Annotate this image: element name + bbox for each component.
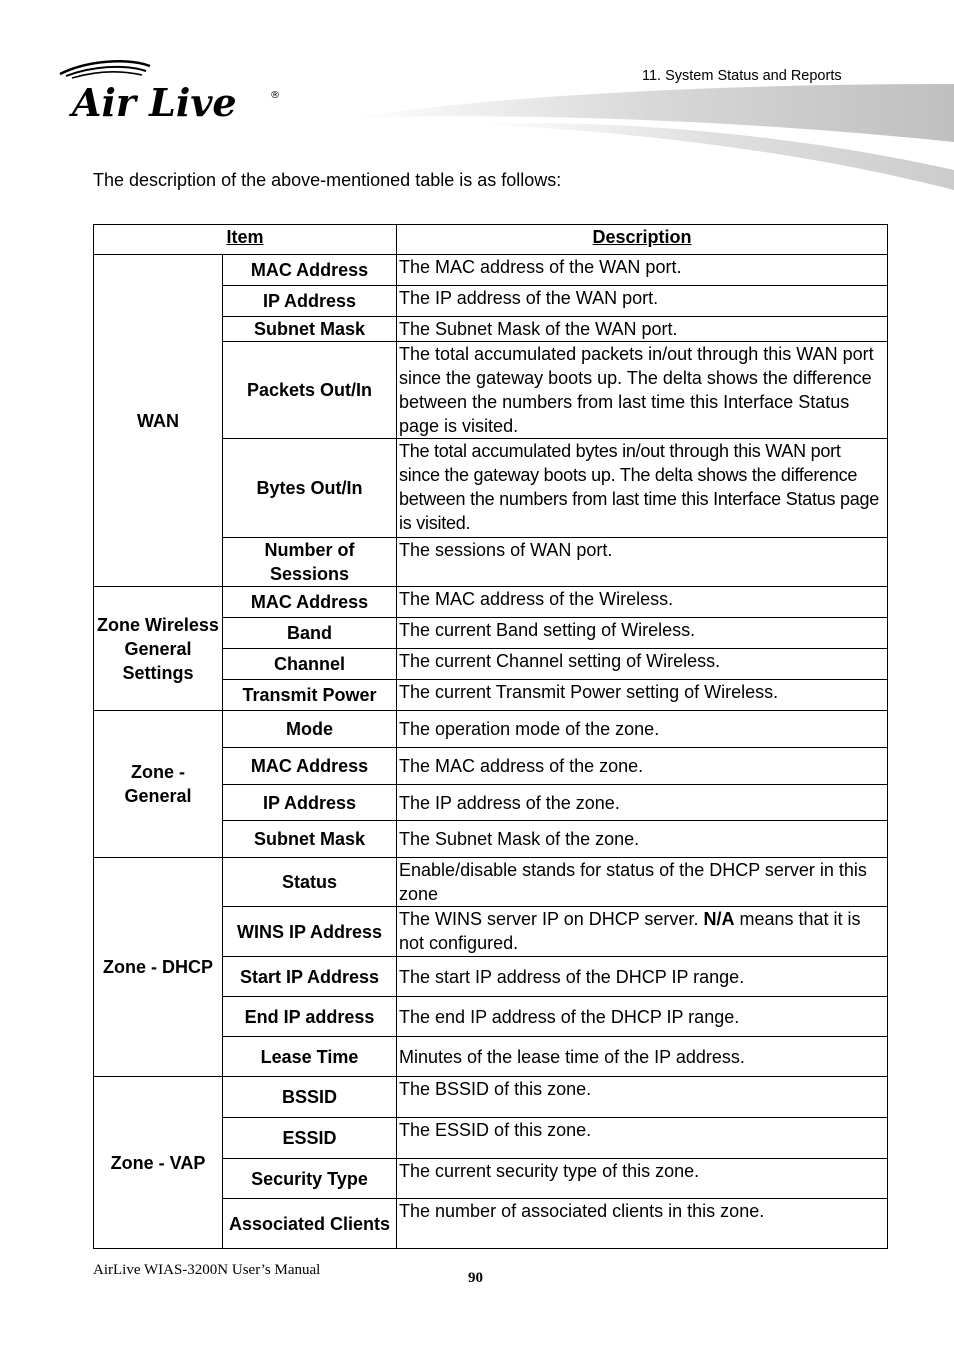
description-cell: The MAC address of the WAN port. xyxy=(397,255,888,286)
page-number: 90 xyxy=(468,1270,483,1286)
item-cell: Packets Out/In xyxy=(223,342,397,439)
item-cell: Subnet Mask xyxy=(223,317,397,342)
description-cell: The number of associated clients in this zone. xyxy=(397,1199,888,1249)
description-cell: The total accumulated bytes in/out through this WAN port since the gateway boots up. The delta shows the difference between the numbers from last time this Interface Status page is visited. xyxy=(397,439,888,538)
chapter-title: 11. System Status and Reports xyxy=(642,68,842,84)
item-cell: Bytes Out/In xyxy=(223,439,397,538)
na-emphasis: N/A xyxy=(703,909,735,929)
item-cell: WINS IP Address xyxy=(223,907,397,957)
description-cell: The IP address of the zone. xyxy=(397,785,888,821)
item-cell: IP Address xyxy=(223,785,397,821)
group-label-zone-general: Zone - General xyxy=(94,711,223,858)
description-cell: The MAC address of the zone. xyxy=(397,748,888,785)
description-cell: The MAC address of the Wireless. xyxy=(397,587,888,618)
description-cell: The total accumulated packets in/out through this WAN port since the gateway boots up. The delta shows the difference between the numbers from last time this Interface Status page is visited. xyxy=(397,342,888,439)
item-cell: Number of Sessions xyxy=(223,538,397,587)
table-row xyxy=(94,255,888,286)
item-cell: Start IP Address xyxy=(223,957,397,997)
group-label-zone-vap: Zone - VAP xyxy=(94,1077,223,1249)
description-cell: The start IP address of the DHCP IP range. xyxy=(397,957,888,997)
description-cell: Enable/disable stands for status of the DHCP server in this zone xyxy=(397,858,888,907)
description-cell: The sessions of WAN port. xyxy=(397,538,888,587)
item-cell: Transmit Power xyxy=(223,680,397,711)
description-cell: The Subnet Mask of the WAN port. xyxy=(397,317,888,342)
description-cell: The current Transmit Power setting of Wireless. xyxy=(397,680,888,711)
item-cell: End IP address xyxy=(223,997,397,1037)
description-cell: The end IP address of the DHCP IP range. xyxy=(397,997,888,1037)
description-cell: The BSSID of this zone. xyxy=(397,1077,888,1118)
footer-manual-title: AirLive WIAS-3200N User’s Manual xyxy=(93,1262,321,1278)
item-cell: Security Type xyxy=(223,1159,397,1199)
description-table xyxy=(93,224,888,1249)
description-column-header: Description xyxy=(397,225,888,255)
item-cell: Status xyxy=(223,858,397,907)
item-cell: ESSID xyxy=(223,1118,397,1159)
table-header-row xyxy=(94,225,888,255)
item-cell: Associated Clients xyxy=(223,1199,397,1249)
description-text: The WINS server IP on DHCP server. xyxy=(399,909,704,929)
description-cell: The IP address of the WAN port. xyxy=(397,286,888,317)
description-cell xyxy=(397,907,888,957)
table-row xyxy=(94,711,888,748)
group-label-zone-dhcp: Zone - DHCP xyxy=(94,858,223,1077)
airlive-logo xyxy=(58,58,288,124)
group-label-zone-wireless: Zone Wireless General Settings xyxy=(94,587,223,711)
item-cell: MAC Address xyxy=(223,748,397,785)
item-cell: BSSID xyxy=(223,1077,397,1118)
item-cell: Channel xyxy=(223,649,397,680)
item-cell: MAC Address xyxy=(223,255,397,286)
description-cell: The current Band setting of Wireless. xyxy=(397,618,888,649)
item-cell: Mode xyxy=(223,711,397,748)
item-cell: Band xyxy=(223,618,397,649)
description-cell: The current Channel setting of Wireless. xyxy=(397,649,888,680)
logo-wordmark: Air Live xyxy=(72,80,237,124)
item-column-header: Item xyxy=(94,225,397,255)
description-cell: Minutes of the lease time of the IP address. xyxy=(397,1037,888,1077)
description-cell: The current security type of this zone. xyxy=(397,1159,888,1199)
group-label-wan: WAN xyxy=(94,255,223,587)
item-cell: MAC Address xyxy=(223,587,397,618)
description-cell: The ESSID of this zone. xyxy=(397,1118,888,1159)
description-text: means that it is not configured. xyxy=(399,909,861,953)
table-row xyxy=(94,1077,888,1118)
table-row xyxy=(94,587,888,618)
description-cell: The operation mode of the zone. xyxy=(397,711,888,748)
description-cell: The Subnet Mask of the zone. xyxy=(397,821,888,858)
registered-mark: ® xyxy=(270,90,280,101)
item-cell: IP Address xyxy=(223,286,397,317)
item-cell: Lease Time xyxy=(223,1037,397,1077)
intro-text: The description of the above-mentioned table is as follows: xyxy=(93,170,562,190)
table-row xyxy=(94,858,888,907)
item-cell: Subnet Mask xyxy=(223,821,397,858)
